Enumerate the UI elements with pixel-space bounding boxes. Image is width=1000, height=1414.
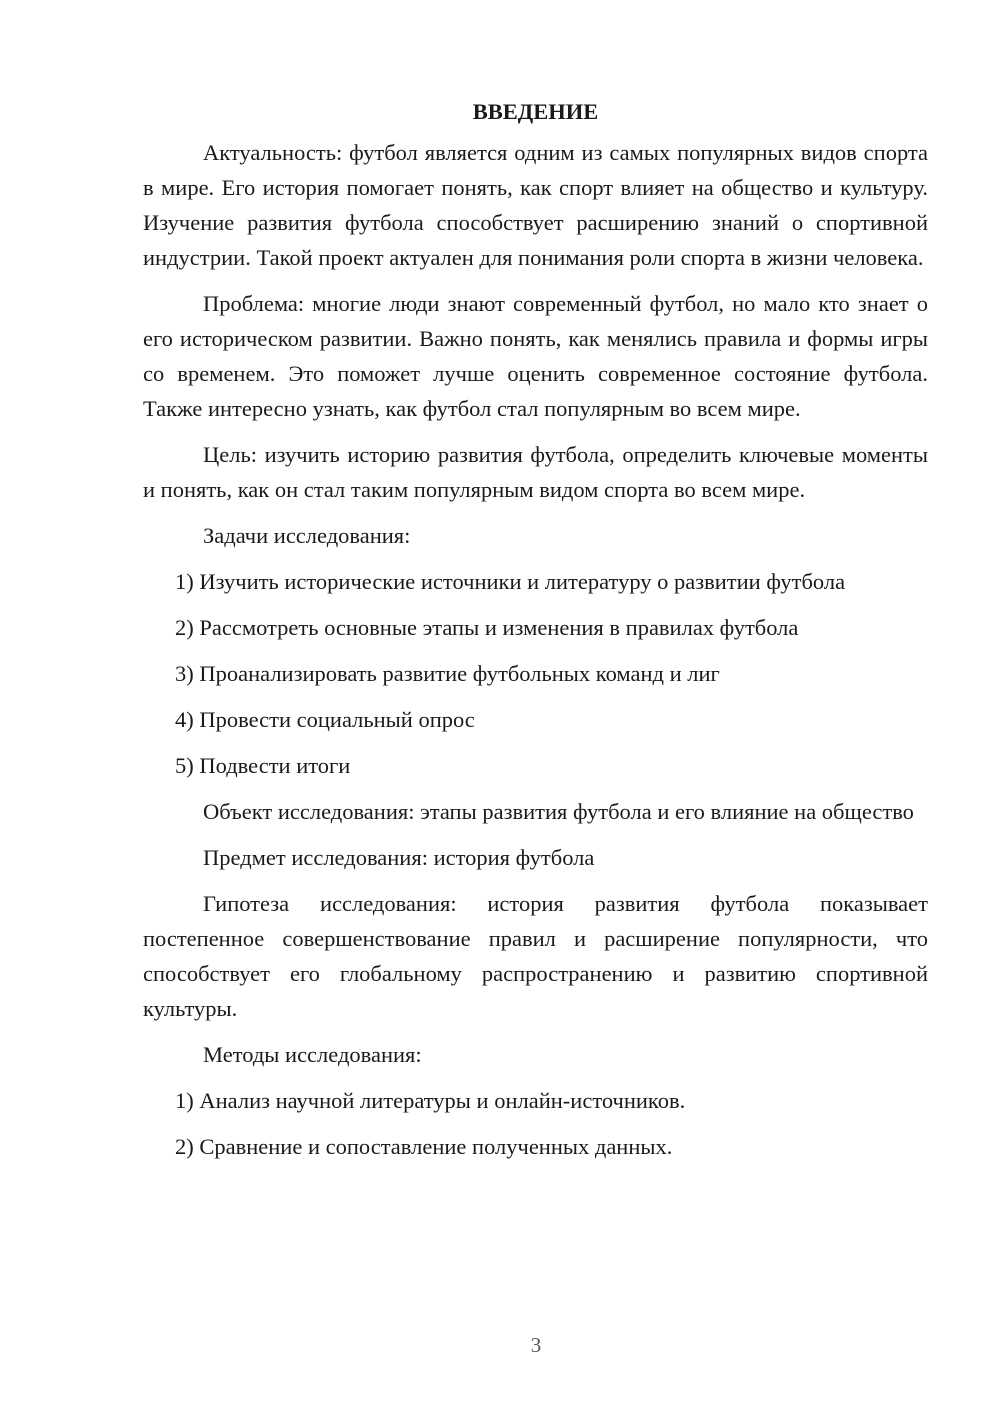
- document-page: [143, 95, 928, 1175]
- method-item: 1) Анализ научной литературы и онлайн-источников.: [175, 1088, 686, 1113]
- methods-heading: Методы исследования:: [203, 1042, 422, 1067]
- page-number: 3: [530, 1333, 542, 1357]
- object-paragraph: Объект исследования: этапы развития футбола и его влияние на общество: [203, 799, 914, 824]
- task-item: 5) Подвести итоги: [175, 753, 351, 778]
- tasks-list: [143, 564, 928, 783]
- hypothesis-paragraph: Гипотеза исследования: история развития футбола показывает постепенное совершенствование правил и расширение популярности, что способствует его глобальному распространению и развитию спортивной культуры.: [143, 891, 928, 1021]
- problem-paragraph: Проблема: многие люди знают современный футбол, но мало кто знает о его историческом развитии. Важно понять, как менялись правила и формы игры со временем. Это поможет лучше оценить современное состояние футбола. Также интересно узнать, как футбол стал популярным во всем мире.: [143, 291, 928, 421]
- goal-paragraph: Цель: изучить историю развития футбола, определить ключевые моменты и понять, как он стал таким популярным видом спорта во всем мире.: [143, 442, 928, 502]
- method-item: 2) Сравнение и сопоставление полученных данных.: [175, 1134, 673, 1159]
- relevance-paragraph: Актуальность: футбол является одним из самых популярных видов спорта в мире. Его история помогает понять, как спорт влияет на общество и культуру. Изучение развития футбола способствует расширению знаний о спортивной индустрии. Такой проект актуален для понимания роли спорта в жизни человека.: [143, 140, 928, 270]
- methods-list: [143, 1083, 928, 1164]
- page-title: ВВЕДЕНИЕ: [472, 99, 599, 124]
- task-item: 2) Рассмотреть основные этапы и изменения в правилах футбола: [175, 615, 799, 640]
- task-item: 3) Проанализировать развитие футбольных команд и лиг: [175, 661, 720, 686]
- task-item: 1) Изучить исторические источники и литературу о развитии футбола: [175, 569, 846, 594]
- subject-paragraph: Предмет исследования: история футбола: [203, 845, 595, 870]
- task-item: 4) Провести социальный опрос: [175, 707, 475, 732]
- tasks-heading: Задачи исследования:: [203, 523, 411, 548]
